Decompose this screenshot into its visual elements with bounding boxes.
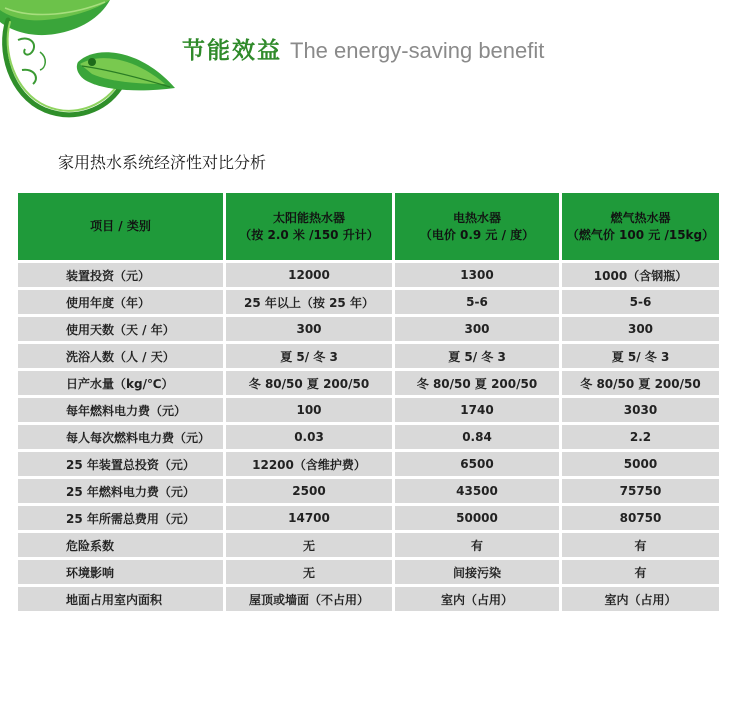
electric-value: 室内（占用）	[395, 587, 559, 611]
page-header	[182, 32, 544, 66]
row-label: 使用年度（年）	[18, 290, 223, 314]
table-row	[18, 587, 719, 611]
solar-value: 14700	[226, 506, 392, 530]
solar-value: 夏 5/ 冬 3	[226, 344, 392, 368]
gas-value: 有	[562, 533, 719, 557]
table-subtitle: 家用热水系统经济性对比分析	[58, 153, 267, 172]
electric-value: 6500	[395, 452, 559, 476]
gas-value: 75750	[562, 479, 719, 503]
table-row	[18, 533, 719, 557]
gas-value: 300	[562, 317, 719, 341]
table-row	[18, 506, 719, 530]
electric-value: 5-6	[395, 290, 559, 314]
row-label: 地面占用室内面积	[18, 587, 223, 611]
solar-value: 无	[226, 560, 392, 584]
comparison-table-container	[18, 190, 721, 614]
table-row	[18, 371, 719, 395]
table-row	[18, 425, 719, 449]
table-row	[18, 263, 719, 287]
row-label: 每人每次燃料电力费（元）	[18, 425, 223, 449]
gas-value: 室内（占用）	[562, 587, 719, 611]
solar-value: 100	[226, 398, 392, 422]
row-label: 25 年燃料电力费（元）	[18, 479, 223, 503]
row-label: 25 年装置总投资（元）	[18, 452, 223, 476]
table-header-row	[18, 193, 719, 260]
table-row	[18, 344, 719, 368]
row-label: 环境影响	[18, 560, 223, 584]
row-label: 25 年所需总费用（元）	[18, 506, 223, 530]
electric-value: 1300	[395, 263, 559, 287]
table-body	[18, 263, 719, 611]
electric-value: 300	[395, 317, 559, 341]
row-label: 洗浴人数（人 / 天）	[18, 344, 223, 368]
gas-value: 冬 80/50 夏 200/50	[562, 371, 719, 395]
row-label: 装置投资（元）	[18, 263, 223, 287]
solar-value: 屋顶或墙面（不占用）	[226, 587, 392, 611]
green-vine-leaf-icon	[0, 0, 200, 130]
electric-value: 夏 5/ 冬 3	[395, 344, 559, 368]
header-title-en: The energy-saving benefit	[290, 38, 545, 63]
header-cell-electric: 电热水器 （电价 0.9 元 / 度）	[395, 193, 559, 260]
row-label: 危险系数	[18, 533, 223, 557]
electric-value: 冬 80/50 夏 200/50	[395, 371, 559, 395]
electric-value: 1740	[395, 398, 559, 422]
header-cell-category: 项目 / 类别	[18, 193, 223, 260]
gas-value: 5000	[562, 452, 719, 476]
gas-value: 1000（含钢瓶）	[562, 263, 719, 287]
row-label: 日产水量（kg/℃）	[18, 371, 223, 395]
header-title-cn: 节能效益	[182, 38, 282, 64]
table-row	[18, 398, 719, 422]
table-row	[18, 290, 719, 314]
gas-value: 80750	[562, 506, 719, 530]
solar-value: 12000	[226, 263, 392, 287]
row-label: 使用天数（天 / 年）	[18, 317, 223, 341]
solar-value: 冬 80/50 夏 200/50	[226, 371, 392, 395]
solar-value: 无	[226, 533, 392, 557]
solar-value: 300	[226, 317, 392, 341]
electric-value: 0.84	[395, 425, 559, 449]
solar-value: 0.03	[226, 425, 392, 449]
gas-value: 2.2	[562, 425, 719, 449]
row-label: 每年燃料电力费（元）	[18, 398, 223, 422]
gas-value: 夏 5/ 冬 3	[562, 344, 719, 368]
solar-value: 2500	[226, 479, 392, 503]
solar-value: 25 年以上（按 25 年）	[226, 290, 392, 314]
table-row	[18, 452, 719, 476]
table-row	[18, 479, 719, 503]
gas-value: 3030	[562, 398, 719, 422]
solar-value: 12200（含维护费）	[226, 452, 392, 476]
table-row	[18, 560, 719, 584]
comparison-table	[15, 190, 722, 614]
electric-value: 间接污染	[395, 560, 559, 584]
electric-value: 50000	[395, 506, 559, 530]
header-cell-gas: 燃气热水器 （燃气价 100 元 /15kg）	[562, 193, 719, 260]
header-cell-solar: 太阳能热水器 （按 2.0 米 /150 升计）	[226, 193, 392, 260]
electric-value: 43500	[395, 479, 559, 503]
gas-value: 有	[562, 560, 719, 584]
table-row	[18, 317, 719, 341]
gas-value: 5-6	[562, 290, 719, 314]
electric-value: 有	[395, 533, 559, 557]
